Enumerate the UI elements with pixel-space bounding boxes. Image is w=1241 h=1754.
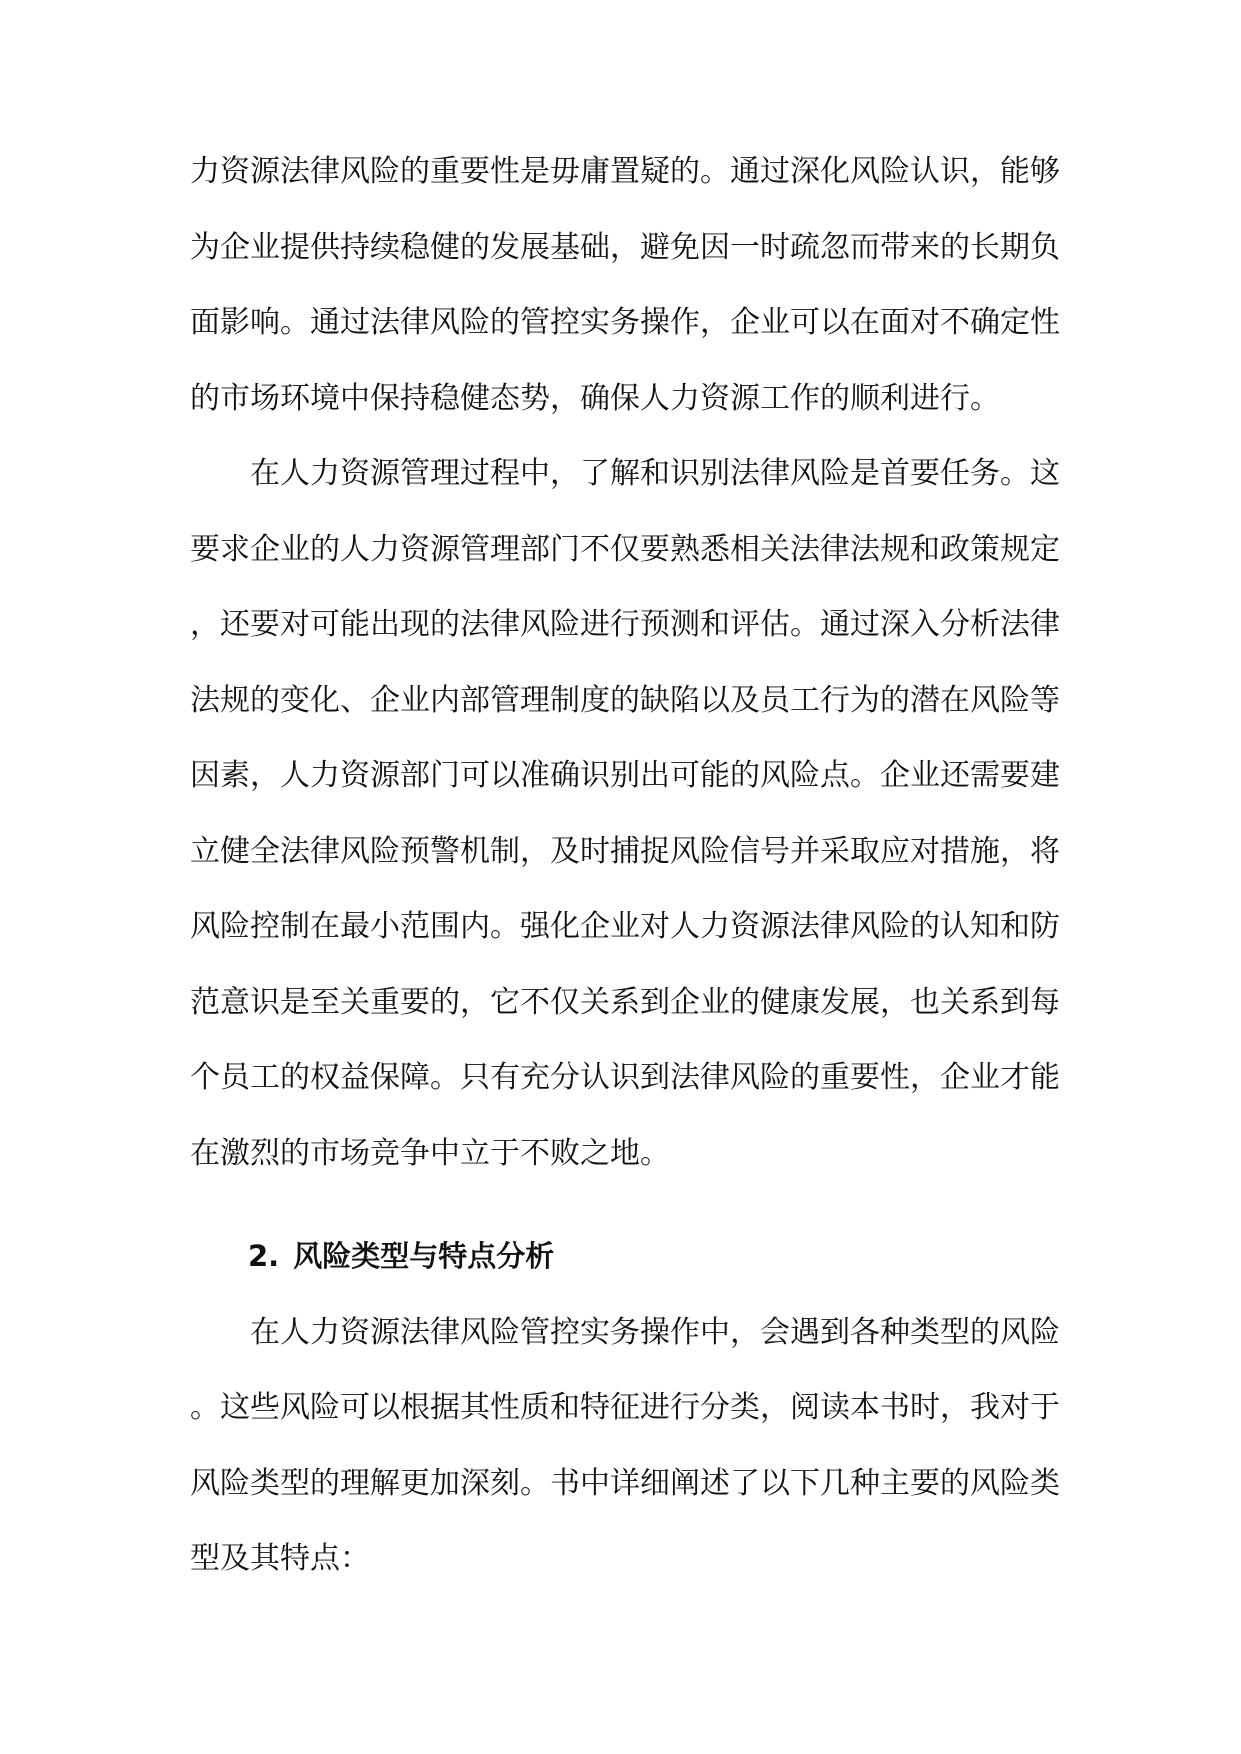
section-heading [190, 1219, 1060, 1295]
document-body [190, 134, 1060, 1597]
paragraph-continued: 力资源法律风险的重要性是毋庸置疑的。通过深化风险认识，能够为企业提供持续稳健的发展基础，避免因一时疏忽而带来的长期负面影响。通过法律风险的管控实务操作，企业可以在面对不确定性的市场环境中保持稳健态势，确保人力资源工作的顺利进行。 [190, 154, 1060, 416]
paragraph-risk-types: 在人力资源法律风险管控实务操作中，会遇到各种类型的风险。这些风险可以根据其性质和特征进行分类，阅读本书时，我对于风险类型的理解更加深刻。书中详细阐述了以下几种主要的风险类型及其特点： [190, 1314, 1060, 1576]
section-title: 风险类型与特点分析 [293, 1239, 555, 1273]
section-number: 2. [248, 1239, 280, 1273]
paragraph-risk-identification: 在人力资源管理过程中，了解和识别法律风险是首要任务。这要求企业的人力资源管理部门不仅要熟悉相关法律法规和政策规定，还要对可能出现的法律风险进行预测和评估。通过深入分析法律法规的变化、企业内部管理制度的缺陷以及员工行为的潜在风险等因素，人力资源部门可以准确识别出可能的风险点。企业还需要建立健全法律风险预警机制，及时捕捉风险信号并采取应对措施，将风险控制在最小范围内。强化企业对人力资源法律风险的认知和防范意识是至关重要的，它不仅关系到企业的健康发展，也关系到每个员工的权益保障。只有充分认识到法律风险的重要性，企业才能在激烈的市场竞争中立于不败之地。 [190, 456, 1060, 1171]
